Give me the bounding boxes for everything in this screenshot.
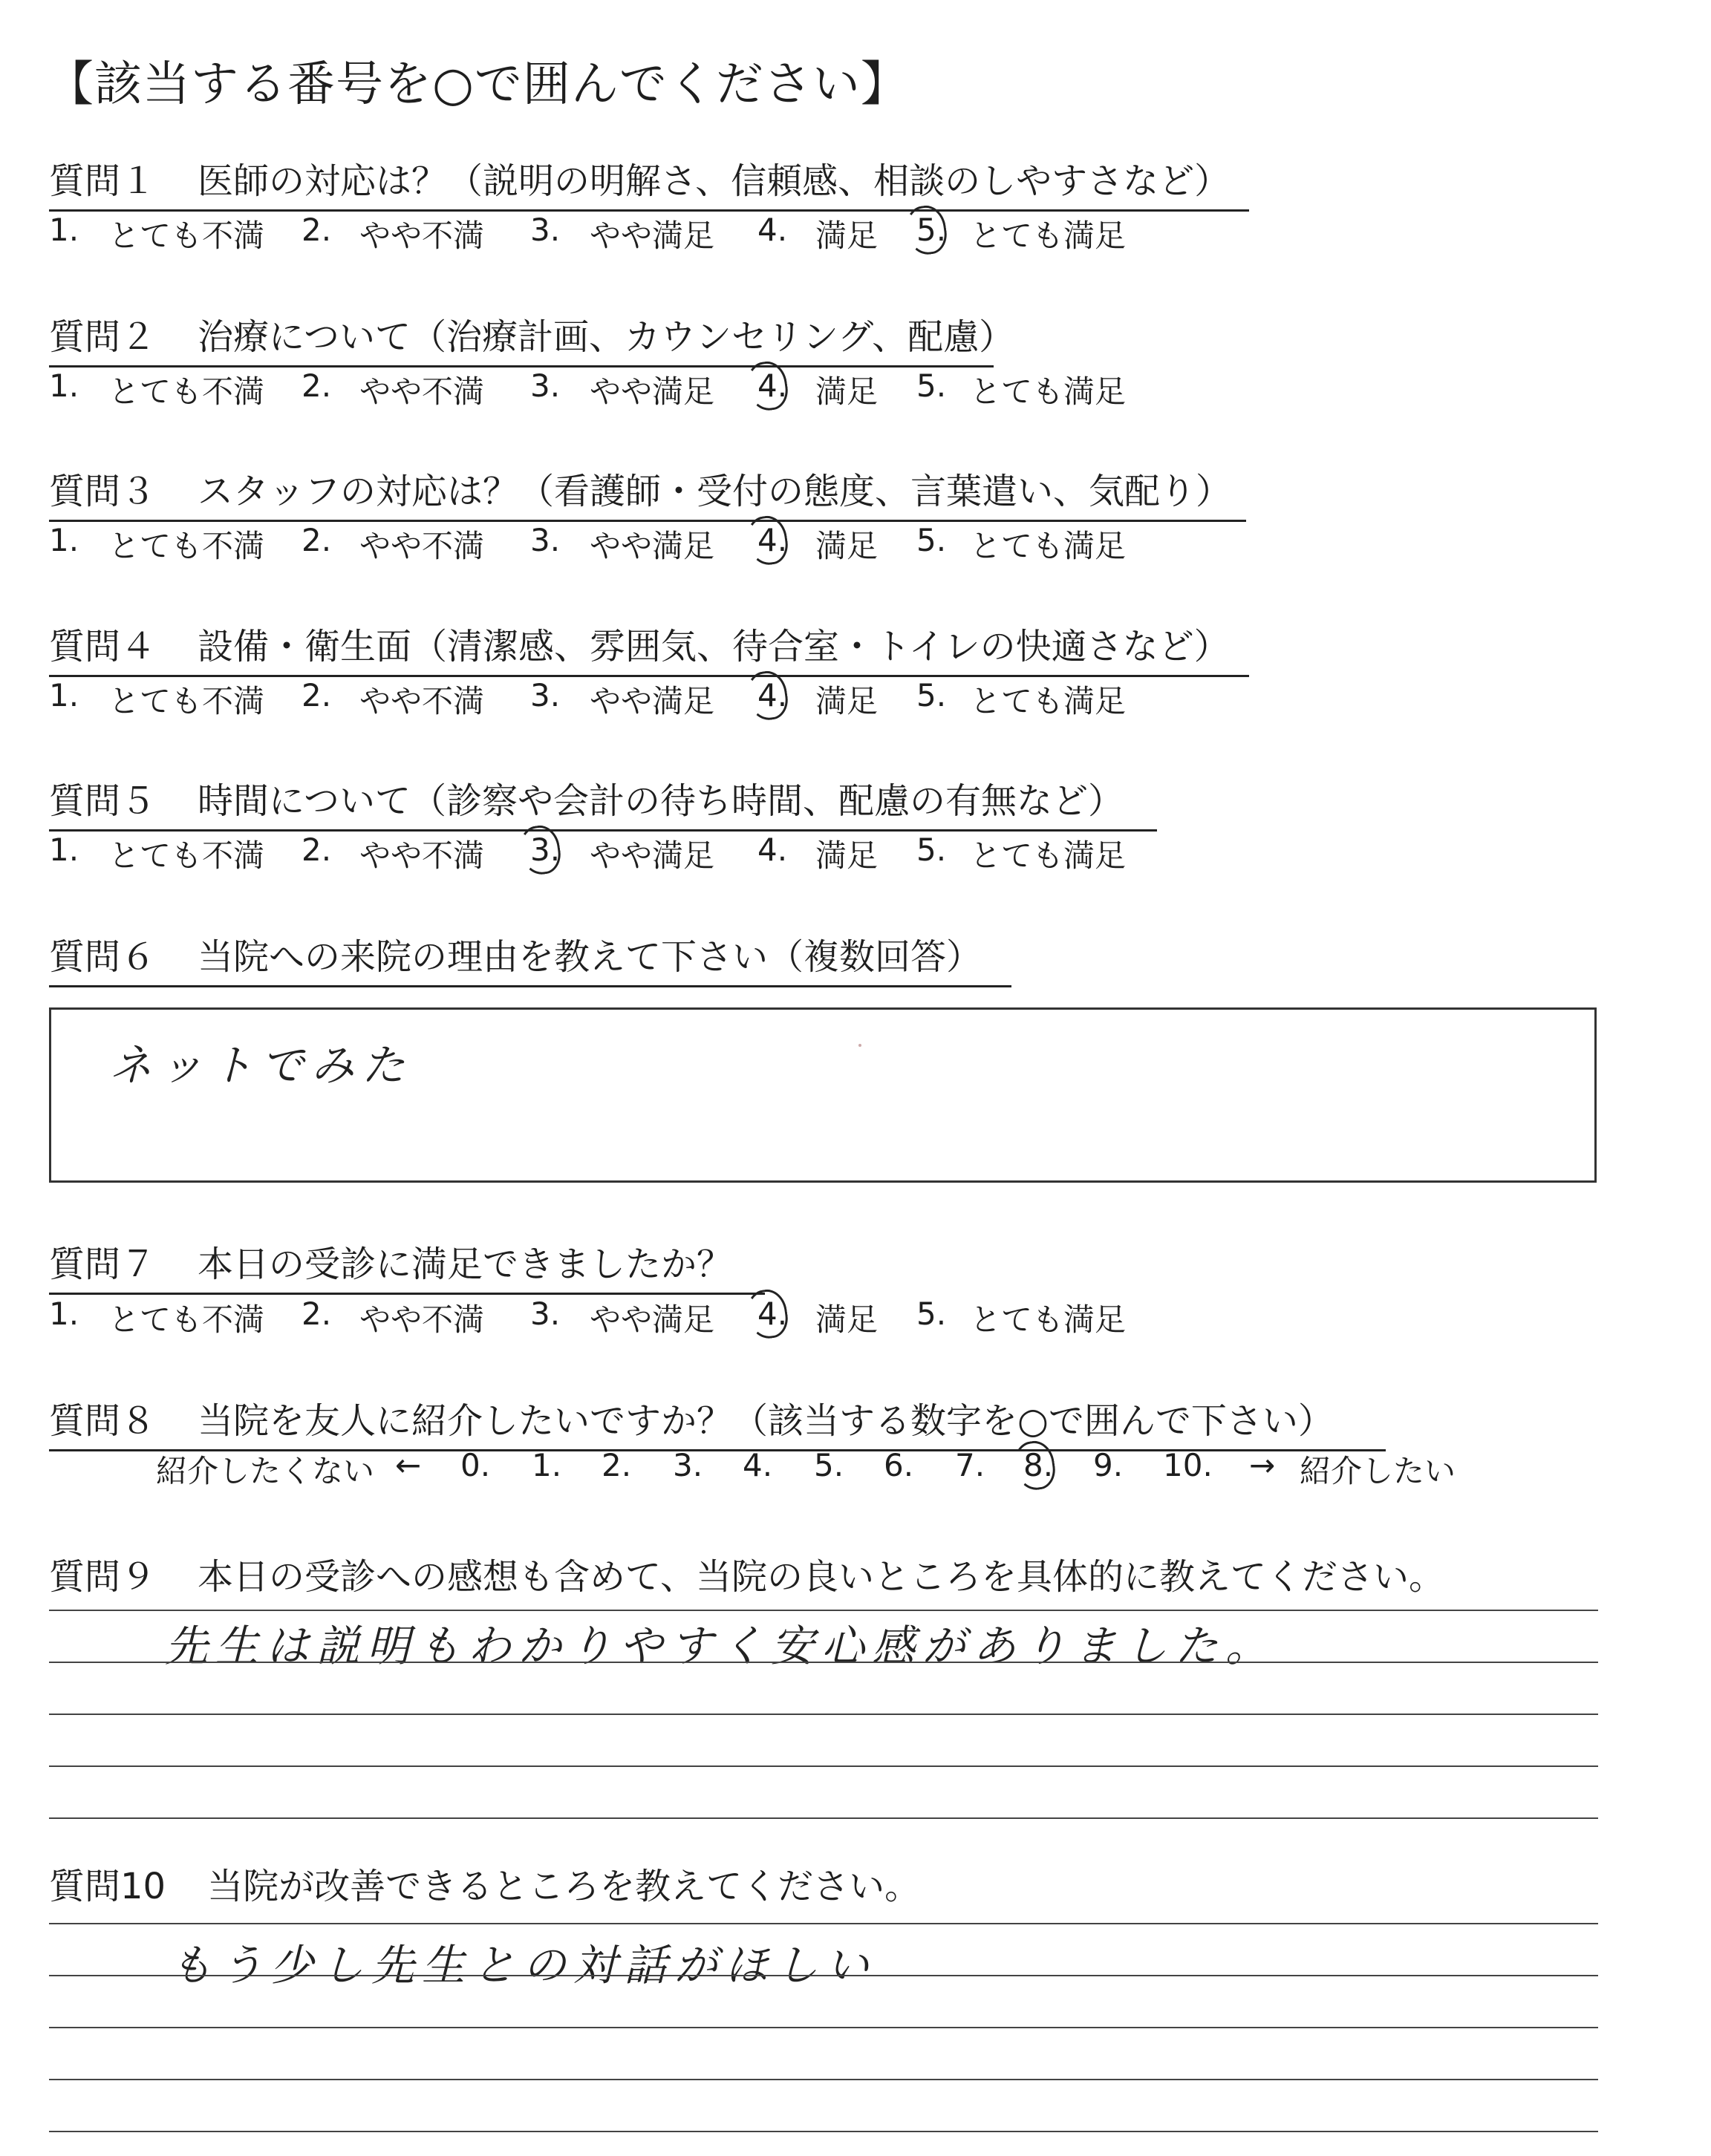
option-3-label: やや満足	[590, 373, 715, 410]
option-4-label: 満足	[815, 373, 879, 410]
option-5[interactable]: 5.	[916, 832, 947, 868]
option-2[interactable]: 2.	[302, 1296, 332, 1332]
option-2-label: やや不満	[359, 373, 485, 410]
answer-line	[49, 2131, 1598, 2132]
answer-line	[49, 1817, 1598, 1819]
scale-7[interactable]: 7.	[955, 1447, 985, 1483]
option-5-label: とても満足	[970, 683, 1127, 719]
form-title: 【該当する番号を○で囲んでください】	[46, 57, 909, 112]
option-3[interactable]: 3.	[530, 212, 561, 248]
answer-line	[49, 1975, 1598, 1976]
option-2[interactable]: 2.	[302, 522, 332, 558]
option-3[interactable]: 3.	[530, 522, 561, 558]
option-3-label: やや満足	[590, 837, 715, 874]
question-4	[49, 618, 1249, 677]
question-10-handwritten-answer: もう少し先生との対話がほしい	[169, 1940, 877, 1990]
scale-right-label: 紹介したい	[1300, 1453, 1456, 1489]
option-4[interactable]: 4.	[757, 212, 788, 248]
question-8-number: 質問８	[49, 1400, 157, 1442]
question-8-text: 当院を友人に紹介したいですか？（該当する数字を○で囲んで下さい）	[198, 1400, 1334, 1442]
scale-0[interactable]: 0.	[460, 1447, 491, 1483]
option-2-label: やや不満	[359, 528, 485, 564]
question-3-text: スタッフの対応は？（看護師・受付の態度、言葉遣い、気配り）	[198, 471, 1232, 512]
option-3[interactable]: 3.	[530, 677, 561, 713]
question-1	[49, 152, 1249, 212]
answer-line	[49, 2079, 1598, 2080]
question-6	[49, 928, 1011, 987]
option-4-selected[interactable]: 4.	[757, 677, 787, 713]
option-4-label: 満足	[815, 837, 879, 874]
option-4-selected[interactable]: 4.	[757, 1296, 787, 1332]
scale-4[interactable]: 4.	[743, 1447, 773, 1483]
option-1-label: とても不満	[108, 683, 265, 719]
option-2[interactable]: 2.	[302, 212, 332, 248]
answer-line	[49, 1662, 1598, 1663]
option-5[interactable]: 5.	[916, 522, 947, 558]
question-4-number: 質問４	[49, 626, 157, 667]
question-2-text: 治療について（治療計画、カウンセリング、配慮）	[198, 316, 1015, 358]
option-1[interactable]: 1.	[49, 212, 79, 248]
question-6-number: 質問６	[49, 936, 157, 978]
question-5-number: 質問５	[49, 780, 157, 822]
option-5-label: とても満足	[970, 528, 1127, 564]
option-5-label: とても満足	[970, 373, 1127, 410]
question-7-text: 本日の受診に満足できましたか？	[198, 1244, 733, 1285]
question-9	[49, 1548, 1444, 1605]
option-2-label: やや不満	[359, 683, 485, 719]
option-2[interactable]: 2.	[302, 677, 332, 713]
option-3[interactable]: 3.	[530, 368, 561, 404]
option-4-selected[interactable]: 4.	[757, 368, 787, 404]
question-5-text: 時間について（診察や会計の待ち時間、配慮の有無など）	[198, 780, 1124, 822]
option-2-label: やや不満	[359, 837, 485, 874]
question-3-number: 質問３	[49, 471, 157, 512]
option-4-label: 満足	[815, 683, 879, 719]
option-2-label: やや不満	[359, 1301, 485, 1338]
question-7	[49, 1235, 765, 1295]
option-1[interactable]: 1.	[49, 832, 79, 868]
scale-6[interactable]: 6.	[884, 1447, 914, 1483]
question-10	[49, 1858, 920, 1915]
scale-2[interactable]: 2.	[602, 1447, 632, 1483]
option-1-label: とても不満	[108, 837, 265, 874]
option-2[interactable]: 2.	[302, 832, 332, 868]
option-3-label: やや満足	[590, 1301, 715, 1338]
option-1[interactable]: 1.	[49, 677, 79, 713]
question-6-text: 当院への来院の理由を教えて下さい（複数回答）	[198, 936, 982, 978]
scale-1[interactable]: 1.	[532, 1447, 562, 1483]
option-3-selected[interactable]: 3.	[530, 832, 560, 868]
option-2-label: やや不満	[359, 218, 485, 254]
option-5[interactable]: 5.	[916, 1296, 947, 1332]
scale-left-label: 紹介したくない	[156, 1453, 375, 1489]
option-4-label: 満足	[815, 1301, 879, 1338]
scale-3[interactable]: 3.	[673, 1447, 703, 1483]
left-arrow-icon: ←	[395, 1447, 422, 1483]
question-2	[49, 308, 1015, 368]
question-4-text: 設備・衛生面（清潔感、雰囲気、待合室・トイレの快適さなど）	[198, 626, 1230, 667]
option-1[interactable]: 1.	[49, 522, 79, 558]
question-1-text: 医師の対応は？（説明の明解さ、信頼感、相談のしやすさなど）	[198, 160, 1231, 202]
answer-line	[49, 1765, 1598, 1767]
option-1-label: とても不満	[108, 1301, 265, 1338]
question-10-text: 当院が改善できるところを教えてください。	[207, 1866, 921, 1907]
question-3	[49, 463, 1246, 522]
answer-line	[49, 1923, 1598, 1924]
option-1-label: とても不満	[108, 218, 265, 254]
question-9-text: 本日の受診への感想も含めて、当院の良いところを具体的に教えてください。	[198, 1556, 1445, 1598]
option-3[interactable]: 3.	[530, 1296, 561, 1332]
option-3-label: やや満足	[590, 683, 715, 719]
option-5[interactable]: 5.	[916, 368, 947, 404]
scale-8-selected[interactable]: 8.	[1023, 1447, 1053, 1483]
scale-10[interactable]: 10.	[1163, 1447, 1213, 1483]
option-4-label: 満足	[815, 218, 879, 254]
question-6-answer-box[interactable]	[49, 1007, 1597, 1183]
option-5-label: とても満足	[970, 1301, 1127, 1338]
option-4-selected[interactable]: 4.	[757, 522, 787, 558]
option-1-label: とても不満	[108, 528, 265, 564]
question-6-handwritten-answer: ネットでみた	[109, 1040, 413, 1091]
option-1[interactable]: 1.	[49, 1296, 79, 1332]
question-7-number: 質問７	[49, 1244, 157, 1285]
option-5-selected[interactable]: 5.	[916, 212, 946, 248]
right-arrow-icon: →	[1249, 1447, 1276, 1483]
option-1[interactable]: 1.	[49, 368, 79, 404]
question-5	[49, 772, 1157, 832]
option-4-label: 満足	[815, 528, 879, 564]
question-8	[49, 1392, 1386, 1451]
option-4[interactable]: 4.	[757, 832, 788, 868]
scale-5[interactable]: 5.	[814, 1447, 844, 1483]
option-5[interactable]: 5.	[916, 677, 947, 713]
scale-9[interactable]: 9.	[1093, 1447, 1124, 1483]
answer-line	[49, 2027, 1598, 2028]
option-1-label: とても不満	[108, 373, 265, 410]
answer-line	[49, 1714, 1598, 1715]
question-9-handwritten-answer: 先生は説明もわかりやすく安心感がありました。	[165, 1621, 1277, 1671]
option-3-label: やや満足	[590, 528, 715, 564]
option-3-label: やや満足	[590, 218, 715, 254]
question-9-number: 質問９	[49, 1556, 157, 1598]
option-5-label: とても満足	[970, 218, 1127, 254]
question-10-number: 質問10	[49, 1866, 166, 1907]
question-2-number: 質問２	[49, 316, 157, 358]
question-1-number: 質問１	[49, 160, 157, 202]
option-5-label: とても満足	[970, 837, 1127, 874]
option-2[interactable]: 2.	[302, 368, 332, 404]
